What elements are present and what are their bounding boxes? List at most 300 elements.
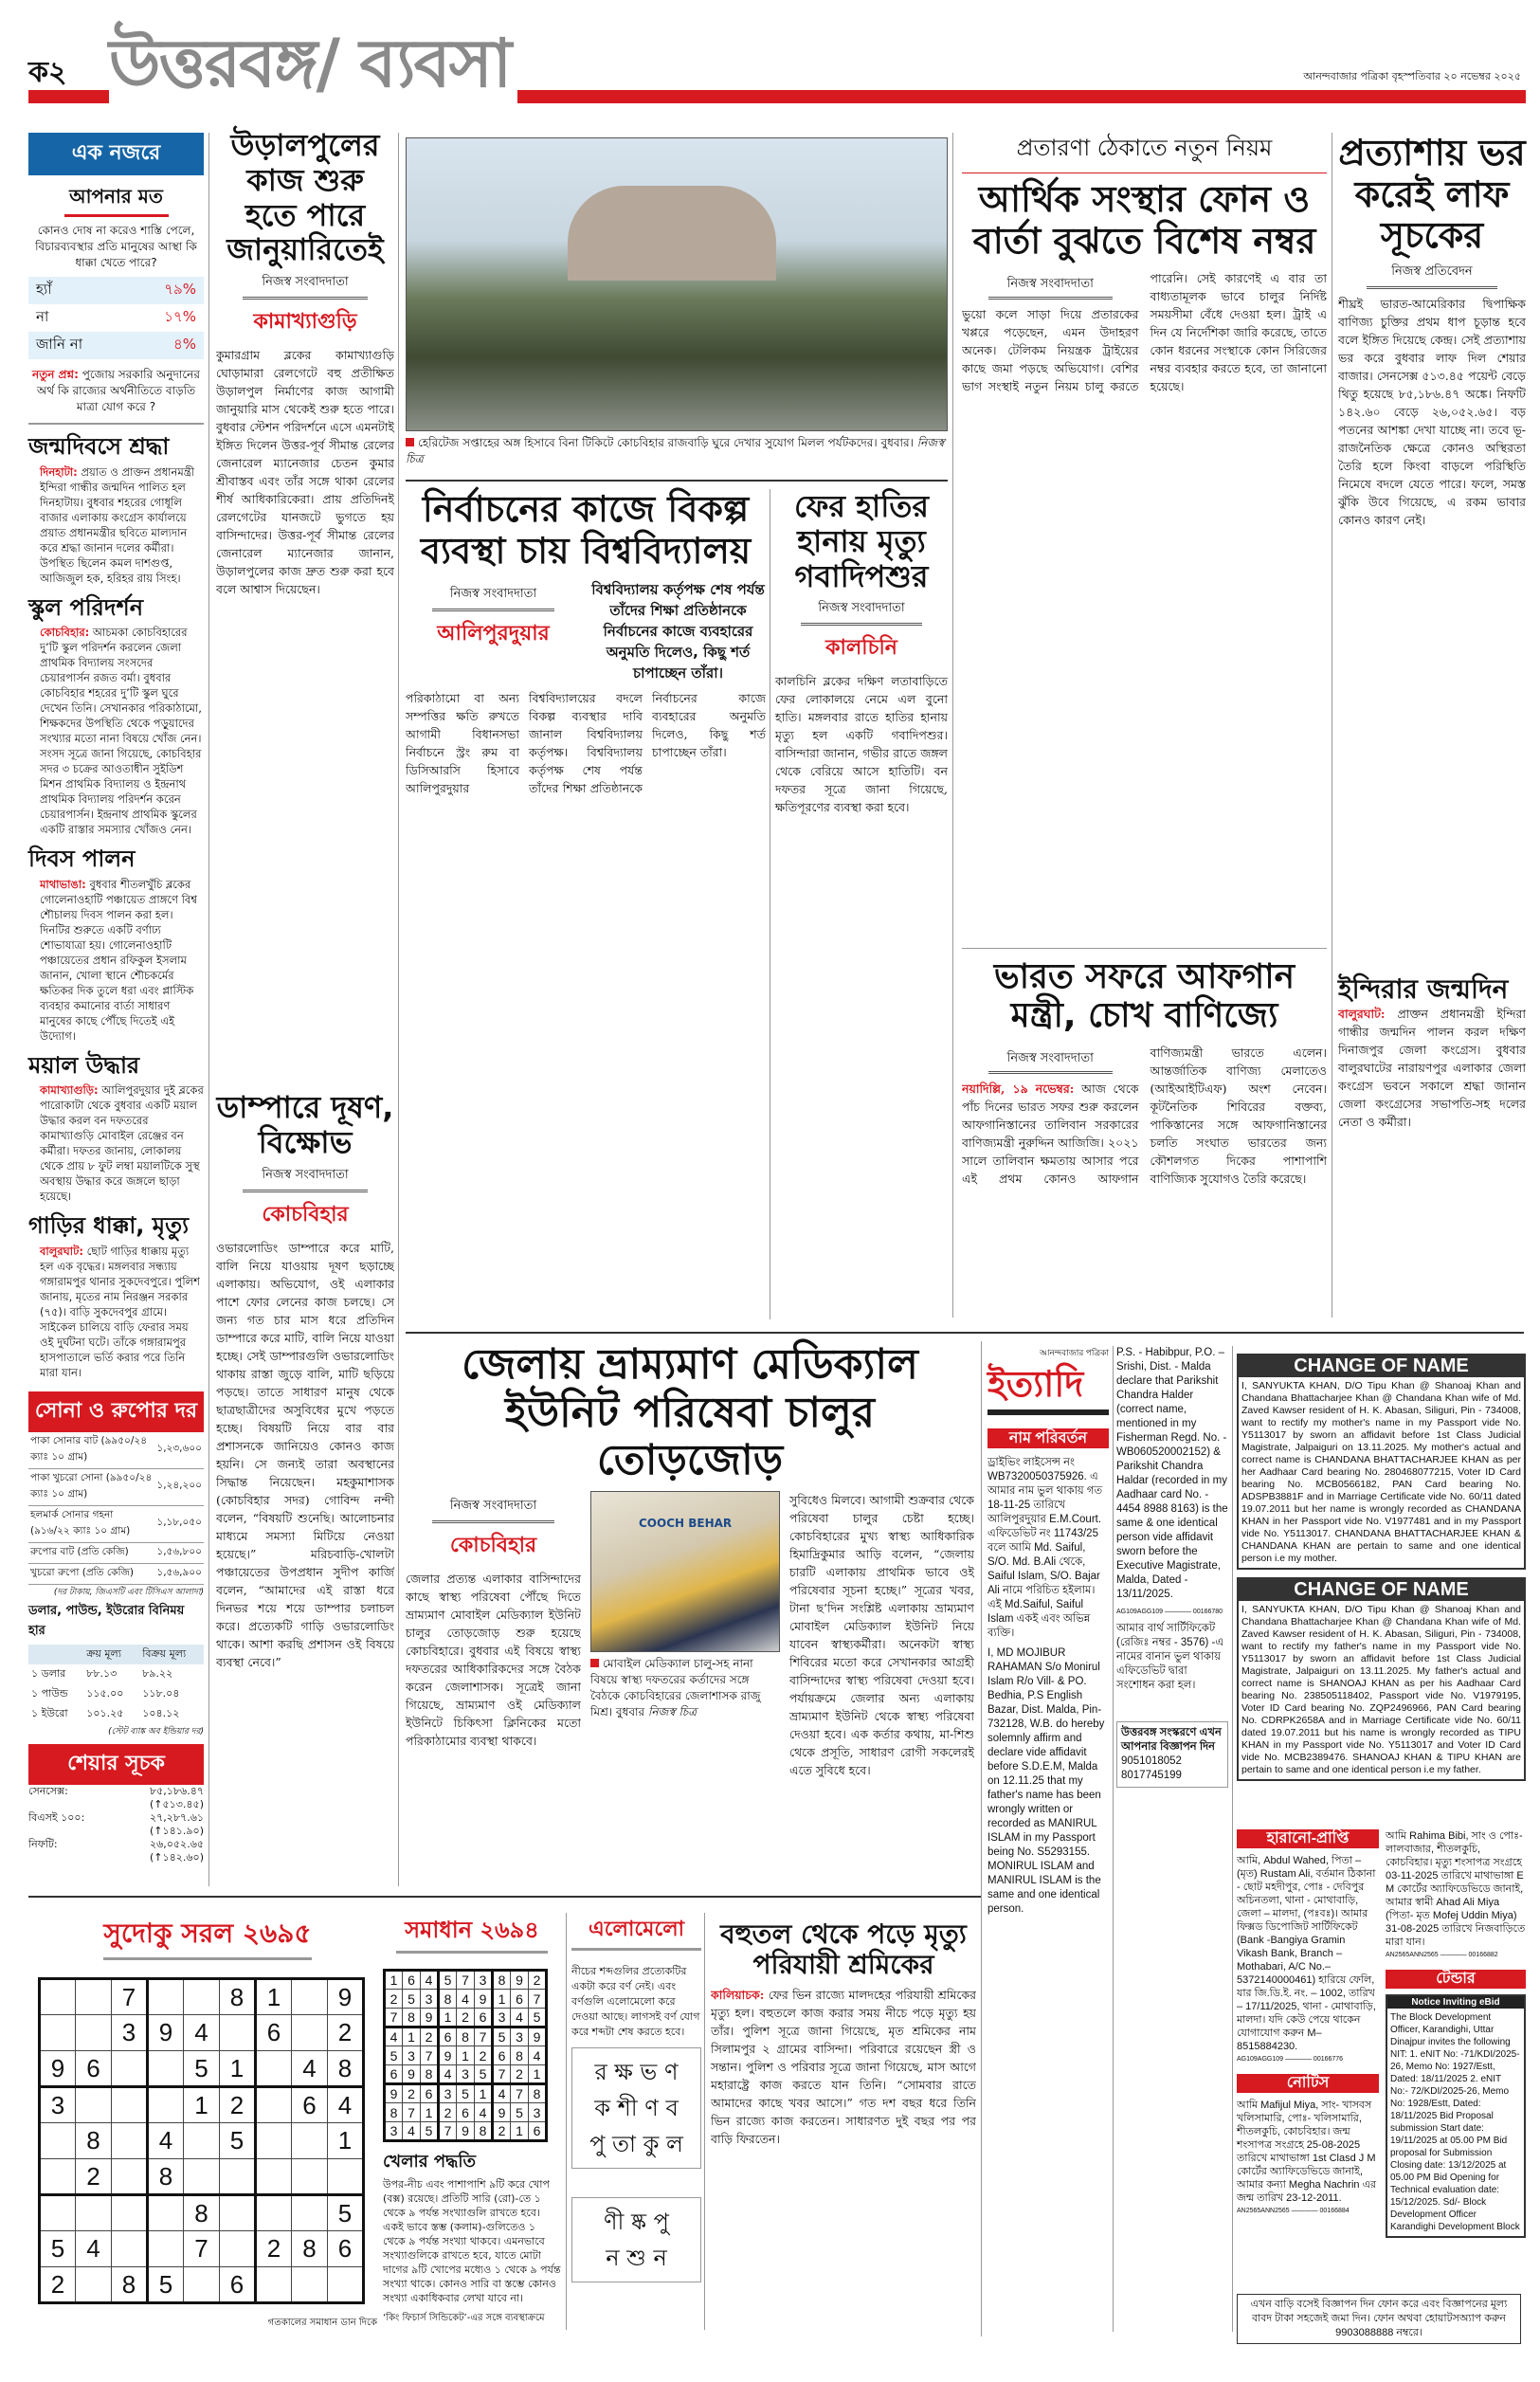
grid-cell[interactable]: [76, 2015, 112, 2051]
grid-cell: 7: [439, 2122, 457, 2141]
text: না: [36, 308, 49, 325]
grid-cell: 8: [493, 1971, 511, 1990]
grid-cell: 4: [76, 2231, 112, 2267]
grid-cell[interactable]: [328, 2159, 364, 2195]
text: আচমকা কোচবিহারের দু’টি স্কুল পরিদর্শন করলেন জেলা প্রাথমিক বিদ্যালয় সংসদের চেয়ারপার্সন রজত বর্মা। বুধবার কোচবিহার শহরের দু’টি স্কুল ঘুরে দেখেন তিনি। সেখানকার পরিকাঠামো, শিক্ষকদের উপস্থিতি থেকে পড়ুয়াদের সংখ্যার মতো নানা বিষয়ে খোঁজ নেন। সংসদ সূত্রে জানা গিয়েছে, কোচবিহার সদর ৩ চক্রের আওতাধীন সুইডিশ মিশন প্রাথমিক বিদ্যালয় ও ইন্দ্রনাথ প্রাথমিক বিদ্যালয় পরিদর্শন করেন চেয়ারপার্সন। ইন্দ্রনাথ প্রাথমিক স্কুলের একটি রাস্তার সমস্যার খোঁজও নেন।: [40, 626, 202, 837]
text: জানি না: [36, 336, 83, 353]
text: [28, 1645, 83, 1664]
grid-cell[interactable]: [220, 2015, 256, 2051]
text: ন শু ন: [606, 2245, 667, 2271]
byline: নিজস্ব সংবাদদাতা: [243, 273, 368, 300]
grid-cell[interactable]: [292, 2015, 328, 2051]
grid-cell[interactable]: [148, 1979, 184, 2015]
text: নিজস্ব চিত্র: [406, 436, 945, 465]
grid-cell: 6: [511, 1990, 529, 2009]
headline: ভারত সফরে আফগান মন্ত্রী, চোখ বাণিজ্যে: [993, 957, 1295, 1036]
grid-cell[interactable]: [292, 2195, 328, 2231]
text: CHANGE OF NAME: [1239, 1355, 1524, 1377]
fx-row: [28, 1684, 204, 1704]
text: AN2565ANN2565 ———— 00166882: [1386, 1952, 1498, 1958]
grid-cell: 2: [475, 2046, 493, 2065]
grid-cell: 2: [220, 2087, 256, 2123]
grid-cell: 3: [385, 2122, 403, 2141]
text: সোনা ও রুপোর দর: [28, 1391, 204, 1432]
phone-number: 9051018052: [1121, 1755, 1182, 1767]
grid-cell: 2: [439, 2103, 457, 2122]
grid-cell: 4: [328, 2087, 364, 2123]
headline: নির্বাচনের কাজে বিকল্প ব্যবস্থা চায় বিশ্ববিদ্যালয়: [420, 488, 752, 572]
text: নিজস্ব সংবাদদাতা: [432, 1497, 555, 1523]
headline: প্রত্যাশায় ভর করেই লাফ সূচকের: [1338, 132, 1526, 257]
grid-cell[interactable]: [220, 2159, 256, 2195]
text: কালিয়াচক:: [711, 1988, 765, 2003]
grid-cell[interactable]: [184, 2267, 220, 2303]
grid-cell: 3: [457, 2065, 475, 2084]
text: খুচরো রুপো (প্রতি কেজি): [28, 1563, 154, 1584]
grid-cell[interactable]: [148, 2051, 184, 2087]
text: নীচের শব্দগুলির প্রত্যেকটির একটা করে বর্ণ নেই। এবং বর্ণগুলি এলোমেলো করে দেওয়া আছে। লাগসই বর্ণ যোগ করে শব্দটা শেষ করতে হবে।: [571, 1965, 700, 2038]
grid-cell[interactable]: [76, 2267, 112, 2303]
text: নিজস্ব প্রতিবেদন: [1367, 263, 1498, 289]
grid-cell: 8: [112, 2267, 148, 2303]
headline: আর্থিক সংস্থার ফোন ও বার্তা বুঝতে বিশেষ নম্বর: [972, 178, 1316, 262]
grid-cell[interactable]: [256, 2123, 292, 2159]
grid-cell: 5: [328, 2195, 364, 2231]
body: ওভারলোডিং ডাম্পারে করে মাটি, বালি নিয়ে যাওয়ায় দূষণ ছড়াচ্ছে এলাকায়। অভিযোগ, ওই এলাকার পাশে ফোর লেনের কাজ চলছে। সে জন্য গত চার মাস ধরে প্রতিদিন ডাম্পারে করে মাটি, বালি নিয়ে যাওয়া হচ্ছে। সেই ডাম্পারগুলি ওভারলোডিং থাকায় রাস্তা জুড়ে বালি, মাটি ছড়িয়ে পড়ছে। তাতে সাধারণ মানুষ থেকে ছাত্রছাত্রীদের অসুবিধের মুখে পড়তে হচ্ছে। বিষয়টি নিয়ে বার বার প্রশাসনকে জানিয়েও কোনও কাজ হয়নি। সে জন্যই তারা অবস্থানের সিদ্ধান্ত নিয়েছেন। মহকুমাশাসক (কোচবিহার সদর) গোবিন্দ নন্দী বলেন, “বিষয়টি শুনেছি। আলোচনার মাধ্যমে সমস্যা মিটিয়ে নেওয়া হয়েছে।” মরিচবাড়ি-খোলটা পঞ্চায়েতের উপপ্রধান সুদীপ কার্জি বলেন, “আমাদের এই রাস্তা ধরে দিনভর শয়ে শয়ে ডাম্পার চলাচল করে। প্রত্যেকটি গাড়ি ওভারলোডিং থাকে। আশা করছি প্রশাসন ওই বিষয়ে ব্যবস্থা নেবে।”: [216, 1240, 394, 1669]
grid-cell: 5: [421, 2122, 439, 2141]
grid-cell: 3: [40, 2087, 76, 2123]
grid-cell: 1: [511, 2122, 529, 2141]
body: কুমারগ্রাম ব্লকের কামাখ্যাগুড়ি ঘোড়ামারা রেলগেটে বহু প্রতীক্ষিত উড়ালপুল নির্মাণের কাজ আগামী জানুয়ারি মাস থেকেই শুরু হতে পারে। বুধবার স্টেশন পরিদর্শনে এসে এমনটাই ইঙ্গিত দিলেন উত্তর-পূর্ব সীমান্ত রেলের জেনারেল ম্যানেজার চেতন কুমার শ্রীবাস্তব এবং তাঁর সঙ্গে থাকা রেলের শীর্ষ আধিকারিকেরা। প্রায় প্রতিদিনই রেলগেটের যানজটে ভুগতে হয় বাসিন্দাদের। উত্তর-পূর্ব সীমান্ত রেলের জেনারেল ম্যানেজার জানান, উড়ালপুলের কাজ দ্রুত শুরু করা হবে বলে আশ্বাস দিয়েছেন।: [216, 348, 394, 597]
grid-cell: 4: [148, 2123, 184, 2159]
text: P.S. - Habibpur, P.O. – Srishi, Dist. - Malda declare that Parikshit Chandra Halder (correct name, mentioned in my Fisherman Regd. No. - WB060520002152) & Parikshit Chandra Haldar (recorded in my Aadhaar card No. - 4454 8988 8163) is the same & one identical person vide affidavit sworn before the Executive Magistrate, Malda, Dated - 13/11/2025.: [1116, 1347, 1228, 1600]
text: হেরিটেজ সপ্তাহের অঙ্গ হিসাবে বিনা টিকিটে কোচবিহার রাজবাড়ি ঘুরে দেখার সুযোগ মিলল পর্যটকদের। বুধবার।: [418, 436, 914, 449]
grid-cell: 5: [40, 2231, 76, 2267]
grid-cell[interactable]: [40, 2123, 76, 2159]
text: প্রয়াত ও প্রাক্তন প্রধানমন্ত্রী ইন্দিরা গান্ধীর জন্মদিন পালিত হল দিনহাটায়। বুধবার শহরের গোধূলি বাজার এলাকায় কংগ্রেস কার্যালয়ে প্রয়াত প্রধানমন্ত্রীর ছবিতে মাল্যদান করে শ্রদ্ধা জানান দলের কর্মীরা। উপস্থিত ছিলেন কমল দাশগুপ্ত, আজিজুল হক, হরিহর রায় সিংহ।: [40, 464, 195, 585]
text: (দর টাকায়, জিএসটি এবং টিসিএস আলাদা): [53, 1587, 204, 1597]
grid-cell: 9: [475, 1990, 493, 2009]
text: জেলার প্রত্যন্ত এলাকার বাসিন্দাদের কাছে স্বাস্থ্য পরিষেবা পৌঁছে দিতে ভ্রাম্যমাণ মোবাইল মেডিক্যাল ইউনিট চালুর তোড়জোড় শুরু হয়েছে কোচবিহারে। বুধবার এই বিষয়ে স্বাস্থ্য দফতরের আধিকারিকদের সঙ্গে বৈঠক করেন জেলাশাসক। সূত্রেই জানা গিয়েছে, ভ্রাম্যমাণ ওই মেডিক্যাল ইউনিটে চিকিৎসা ক্লিনিকের মতো পরিকাঠামোর ব্যবস্থা থাকবে।: [406, 1571, 581, 1748]
new-question: [28, 367, 204, 425]
headline: বহুতল থেকে পড়ে মৃত্যু পরিযায়ী শ্রমিকের: [720, 1918, 967, 1981]
photo-caption: [406, 435, 948, 467]
grid-cell[interactable]: [148, 2087, 184, 2123]
text: পুজোয় সরকারি অনুদানের অর্থ কি রাজ্যের অর্থনীতিতে বাড়তি মাত্রা যোগ করে ?: [36, 368, 200, 413]
brief-headline: জন্মদিবসে শ্রদ্ধা: [28, 433, 170, 460]
grid-cell[interactable]: [76, 1979, 112, 2015]
grid-cell: 9: [439, 2046, 457, 2065]
byline: নিজস্ব সংবাদদাতা: [243, 1166, 368, 1192]
phone-box: [1116, 1721, 1228, 1788]
grid-cell: 3: [439, 2084, 457, 2103]
grid-cell: 8: [184, 2195, 220, 2231]
text: নিজস্ব সংবাদদাতা: [988, 1049, 1113, 1074]
solution-section: [383, 1913, 561, 2327]
text: পু তা কু ল: [589, 2131, 683, 2157]
grid-cell: 5: [403, 1990, 421, 2009]
text: বিক্রয় মূল্য: [142, 1646, 187, 1660]
grid-cell: 7: [385, 2009, 403, 2027]
fx-row: [28, 1704, 204, 1724]
grid-cell[interactable]: [76, 2195, 112, 2231]
grid-cell[interactable]: [256, 2267, 292, 2303]
rate-row: [28, 1432, 204, 1469]
text: The Block Development Officer, Karandighi, Uttar Dinajpur invites the following NIT: 1. eNIT No: -71/KDI/2025-26, Memo No: 1927/Estt, Dated: 18/11/2025 2. eNIT No:- 72/KDI/2025-26, Memo No: 1928/Estt, Dated: 18/11/2025 Bid Proposal submission Start date: 19/11/2025 at 05.00 PM Bid proposal for Submission Closing date: 13/12/2025 at 05.00 PM Bid Opening for Technical evaluation date: 15/12/2025. Sd/- Block Development Officer Karandighi Development Block: [1390, 2012, 1520, 2232]
grid-cell[interactable]: [256, 2087, 292, 2123]
text: ১ ডলার: [31, 1666, 66, 1680]
grid-cell: 8: [220, 1979, 256, 2015]
grid-cell: 4: [475, 2103, 493, 2122]
body: [962, 1044, 1327, 1278]
grid-cell: 4: [511, 2009, 529, 2027]
text: ডলার, পাউন্ড, ইউরোর বিনিময় হার: [28, 1603, 185, 1638]
grid-cell: 7: [112, 1979, 148, 2015]
glance-title: এক নজরে: [28, 133, 204, 175]
glance-column: [28, 133, 204, 1864]
grid-cell: 9: [421, 2009, 439, 2027]
text: শেয়ার সূচক: [28, 1744, 204, 1785]
grid-cell: 4: [403, 2122, 421, 2141]
headline: উড়ালপুলের কাজ শুরু হতে পারে জানুয়ারিতেই: [226, 127, 384, 268]
text: (↑১৪১.৯০): [149, 1824, 204, 1837]
solution-grid: [383, 1969, 548, 2142]
text: আমার বার্থ সার্টিফিকেট (রেজিঃ নম্বর - 3576) -এ নামের বানান ভুল থাকায় এফিডেভিট দ্বারা সংশোধন করা হল।: [1116, 1623, 1224, 1691]
grid-cell: 9: [403, 2065, 421, 2084]
jumble-words: [571, 2047, 701, 2169]
market-story: [1338, 133, 1526, 1185]
masthead-date: আনন্দবাজার পত্রিকা বৃহস্পতিবার ২০ নভেম্বর ২০২৫: [1303, 70, 1521, 82]
body: [711, 1986, 976, 2310]
grid-cell[interactable]: [256, 2159, 292, 2195]
grid-cell[interactable]: [256, 2051, 292, 2087]
text: প্রাক্তন প্রধানমন্ত্রী ইন্দিরা গান্ধীর জন্মদিন পালন করল দক্ষিণ দিনাজপুর জেলা কংগ্রেস। বুধবার বালুরঘাটের নারায়ণপুর এলাকার জেলা কংগ্রেস ভবনে সকালে শ্রদ্ধা জানান জেলা কংগ্রেসের সভাপতি-সহ দলের নেতা ও কর্মীরা।: [1338, 1007, 1526, 1130]
text: হারানো-প্রাপ্তি: [1237, 1829, 1379, 1848]
grid-cell: 6: [457, 2103, 475, 2122]
index-row: [28, 1785, 204, 1798]
grid-cell: 4: [385, 2027, 403, 2046]
grid-cell[interactable]: [40, 2159, 76, 2195]
grid-cell[interactable]: [112, 2159, 148, 2195]
sudoku-section: [38, 1913, 377, 2332]
poll-row: [28, 277, 204, 304]
change-of-name-ads: [1237, 1354, 1526, 1781]
grid-cell: 7: [475, 2027, 493, 2046]
section-title: উত্তরবঙ্গ/ ব্যবসা: [109, 27, 517, 104]
body: কালচিনি ব্লকের দক্ষিণ লতাবাড়িতে ফের লোকালয়ে নেমে এল বুনো হাতি। মঙ্গলবার রাতে হাতির হানায় মৃত্যু হল একটি গবাদিপশুর। বাসিন্দারা জানান, গভীর রাতে জঙ্গল থেকে বেরিয়ে আসে হাতিটি। বন দফতর সূত্রে জানা গিয়েছে, ক্ষতিপূরণের ব্যবস্থা করা হবে।: [775, 674, 948, 815]
grid-cell: 9: [529, 2027, 547, 2046]
grid-cell: 2: [40, 2267, 76, 2303]
grid-cell: 6: [76, 2051, 112, 2087]
text: (↑১৪২.৬০): [149, 1850, 204, 1864]
grid-cell[interactable]: [220, 2231, 256, 2267]
grid-cell[interactable]: [148, 2231, 184, 2267]
grid-cell: 5: [457, 2084, 475, 2103]
text: আনন্দবাজার পত্রিকা: [1039, 1348, 1109, 1357]
briefs: [28, 434, 204, 1864]
text: নাম পরিবর্তন: [987, 1428, 1109, 1448]
rate-row: [28, 1542, 204, 1563]
grid-cell: 1: [457, 2046, 475, 2065]
grid-cell[interactable]: [76, 2087, 112, 2123]
grid-cell: 2: [493, 2122, 511, 2141]
text: AG109AGG109 ———— 00166780: [1116, 1609, 1223, 1615]
sudoku-title: সুদোকু সরল ২৬৯৫: [103, 1913, 312, 1960]
sudoku-grid: [38, 1977, 365, 2304]
grid-cell: 3: [475, 1971, 493, 1990]
brief-headline: গাড়ির ধাক্কা, মৃত্যু: [28, 1212, 190, 1240]
text: খেলার পদ্ধতি: [383, 2152, 476, 2172]
text: ১ ইউরো: [31, 1706, 68, 1719]
grid-cell[interactable]: [112, 2195, 148, 2231]
poll-results: [28, 277, 204, 359]
text: মোবাইল মেডিক্যাল চালু-সহ নানা বিষয়ে স্বাস্থ্য দফতরের কর্তাদের সঙ্গে বৈঠকে কোচবিহারের জেলাশাসক রাজু মিশ্র। বুধবার: [590, 1656, 761, 1718]
migrant-story: [711, 1919, 976, 2310]
grid-cell: 2: [457, 2009, 475, 2027]
grid-cell[interactable]: [292, 2159, 328, 2195]
grid-cell: 5: [385, 2046, 403, 2065]
text: দিনহাটা:: [40, 464, 78, 479]
brand-logo: ইত্যাদি: [987, 1360, 1109, 1415]
grid-cell: 7: [529, 1990, 547, 2009]
grid-cell: 4: [421, 1971, 439, 1990]
rate-row: [28, 1468, 204, 1505]
text: ১ পাউন্ড: [31, 1686, 68, 1700]
grid-cell[interactable]: [112, 2231, 148, 2267]
grid-cell: 2: [76, 2159, 112, 2195]
grid-cell: 4: [529, 2046, 547, 2065]
grid-cell: 2: [511, 2065, 529, 2084]
grid-cell: 1: [439, 2009, 457, 2027]
grid-cell[interactable]: [292, 1979, 328, 2015]
grid-cell: 6: [421, 2084, 439, 2103]
grid-cell: 1: [403, 2027, 421, 2046]
grid-cell: 3: [511, 2027, 529, 2046]
text: এলোমেলো: [571, 1913, 701, 1951]
text: ড্রাইভিং লাইসেন্স নং WB7320050375926. এ আমার নাম ভুল থাকায় গত 18-11-25 তারিখে আলিপুরদুয়ার E.M.Court. এফিডেভিট নং 11743/25 বলে আমি Md. Saiful, S/O. Md. B.Ali থেকে, Saiful Islam, S/O. Bajar Ali নামে পরিচিত হইলাম। এই Md.Saiful, Saiful Islam একই এবং অভিন্ন ব্যক্তি।: [987, 1457, 1103, 1639]
grid-cell[interactable]: [328, 2267, 364, 2303]
text: ৭৯%: [164, 281, 196, 298]
poll-row: [28, 332, 204, 359]
grid-cell: 8: [421, 2065, 439, 2084]
grid-cell: 2: [328, 2015, 364, 2051]
text: আলিপুরদুয়ার দুই ব্লকের পারোকাটা থেকে বুধবার একটি ময়াল উদ্ধার করল বন দফতরের কামাখ্যাগুড়ি মোবাইল রেঞ্জের বন কর্মীরা। দফতর জানায়, লোকালয় থেকে প্রায় ৮ ফুট লম্বা ময়ালটিকে সুস্থ অবস্থায় উদ্ধার করে জঙ্গলে ছাড়া হয়েছে।: [40, 1083, 204, 1204]
brief-headline: স্কুল পরিদর্শন: [28, 593, 144, 621]
text: নতুন প্রশ্ন:: [32, 368, 79, 381]
grid-cell: 8: [439, 1990, 457, 2009]
index-row: [28, 1811, 204, 1825]
text: ফের ভিন রাজ্যে মালদহের পরিযায়ী শ্রমিকের মৃত্যু হল। বহুতলে কাজ করার সময় নীচে পড়ে মৃত্যু হয় তাঁর। পুলিশ সূত্রে জানা গিয়েছে, মৃত শ্রমিকের নাম সিলামপুর ২ গ্রামের বাসিন্দা। পরিবারে রয়েছেন স্ত্রী ও সন্তান। পুলিশ ও পরিবার সূত্রে জানা গিয়েছে, মাস আগে মহারাষ্ট্রে কাজ করতে যান তিনি। “সোমবার রাতে আমাদের কাছে খবর আসে।” গত দশ বছর ধরে তিনি ভিন রাজ্যে কাজ করতেন। সাধারণত দুই বছর পর পর বাড়ি ফিরতেন।: [711, 1988, 976, 2147]
grid-cell: 6: [475, 2009, 493, 2027]
brief-headline: ময়াল উদ্ধার: [28, 1051, 140, 1079]
classified-col-2: [1116, 1346, 1228, 1788]
grid-cell: 1: [421, 2103, 439, 2122]
indira-headline: ইন্দিরার জন্মদিন: [1338, 973, 1509, 1006]
grid-cell[interactable]: [184, 2159, 220, 2195]
grid-cell: 1: [184, 2087, 220, 2123]
grid-cell: 5: [184, 2051, 220, 2087]
headline: জেলায় ভ্রাম্যমাণ মেডিক্যাল ইউনিট পরিষেবা চালুর তোড়জোড়: [462, 1340, 918, 1485]
text: নোটিস: [1237, 2074, 1379, 2093]
grid-cell: 5: [475, 2065, 493, 2084]
text: পাকা খুচরো সোনা (৯৯৫০/২৪ ক্যাঃ ১০ গ্রাম): [28, 1468, 154, 1505]
headline: ডাম্পারে দূষণ, বিক্ষোভ: [216, 1089, 394, 1160]
grid-cell: 5: [220, 2123, 256, 2159]
body: [962, 269, 1327, 827]
text: টেন্ডার: [1386, 1970, 1526, 1989]
grid-cell[interactable]: [40, 1979, 76, 2015]
text: কোচবিহার: [449, 1533, 537, 1557]
grid-cell: 1: [256, 1979, 292, 2015]
grid-cell: 7: [511, 2084, 529, 2103]
grid-cell[interactable]: [184, 2123, 220, 2159]
grid-cell: 9: [457, 2122, 475, 2141]
grid-cell: 3: [112, 2015, 148, 2051]
text: আমি, Abdul Wahed, পিতা – (মৃত) Rustam Ali, বর্তমান ঠিকানা - ছোট মহদীপুর, পোঃ - দেবিপুর অচিনতলা, থানা - মোথাবাড়ি, জেলা – মালদা, (পঃবঃ)। আমার ফিক্সড ডিপোজিট সার্টিফিকেট (Bank -Bangiya Gramin Vikash Bank, Branch – Mothabari, A/C No.– 5372140000461) হারিয়ে ফেলি, যার জি.ডি.ই. নং. – 1002, তারিখ – 17/11/2025, থানা - মোথাবাড়ি, মালদা। যদি কেউ পেয়ে থাকেন যোগাযোগ করুন M–8515884230.: [1237, 1855, 1376, 2052]
grid-cell[interactable]: [292, 2267, 328, 2303]
grid-cell[interactable]: [220, 2195, 256, 2231]
index-row: [28, 1838, 204, 1851]
dumper-story: [216, 1090, 394, 1833]
poll-row: [28, 304, 204, 332]
brief-text: [28, 1082, 204, 1204]
grid-cell[interactable]: [112, 2051, 148, 2087]
grid-cell: 1: [475, 2084, 493, 2103]
grid-cell: 4: [493, 2084, 511, 2103]
text: ১১৫.০০: [86, 1686, 124, 1700]
text: ক্রয় মূল্য: [86, 1646, 121, 1660]
grid-cell: 8: [511, 2046, 529, 2065]
text: I, MD MOJIBUR RAHAMAN S/o Monirul Islam R/o Vill- & PO. Bedhia, P.S English Bazar, Dist. Malda, Pin-732128, W.B. do hereby solemnly affirm and declare vide affidavit before S.D.E.M, Malda on 12.11.25 that my father's name has been wrongly written or recorded as MANIRUL ISLAM in my Passport being No. S5293155. MONIRUL ISLAM and MANIRUL ISLAM is the same and one identical person.: [987, 1647, 1105, 1915]
text: উত্তরবঙ্গ সংস্করণে এখন আপনার বিজ্ঞাপন দিন: [1121, 1727, 1222, 1753]
text: I, SANYUKTA KHAN, D/O Tipu Khan @ Shanoaj Khan and Chandana Bhattacharjee Khan @ Chandana Khan wife of Md. Zaved Kawser resident of H. K. Abasan, Siliguri, Pin - 734008, want to rectify my mother's name in my Passport vide No. Y5113017 by sworn an affidavit before 1st Class Judicial Magistrate, Jalpaiguri on 13.11.2025. My mother's actual and correct name is CHANDANA BHATTACHARJEE KHAN as per her Aadhaar Card bearing No. 280468077215, Voter ID Card bearing No. MCB0566182, PAN Card bearing No. ADSPB3881F and in Marriage Certificate vide No. 60/11 dated 19.07.2011 but her name is wrongly recorded as CHANDANA KHAN in her Passport vide No. V1977481 and in my Passport vide No. Y5113017. CHANDANA BHATTACHARJEE KHAN & CHANDANA KHAN are pertain to same and one identical person i.e my mother.: [1241, 1380, 1521, 1564]
grid-cell: 8: [148, 2159, 184, 2195]
grid-cell[interactable]: [256, 2195, 292, 2231]
text: নয়াদিল্লি, ১৯ নভেম্বর:: [962, 1081, 1075, 1096]
grid-cell: 9: [40, 2051, 76, 2087]
poll-title: আপনার মত: [64, 183, 169, 217]
grid-cell[interactable]: [40, 2015, 76, 2051]
text: নিজস্ব সংবাদদাতা: [801, 599, 921, 626]
text: নিজস্ব সংবাদদাতা: [988, 275, 1113, 300]
text: AG109AGG109 ———— 00166776: [1237, 2056, 1344, 2063]
text: ১,৫৬,৯০০: [154, 1563, 204, 1584]
text: ২৭,২৮৭.৬১: [149, 1810, 204, 1824]
body: পরিকাঠামো বা অন্য সম্পত্তির ক্ষতি রুখতে আগামী বিধানসভা নির্বাচনে স্ট্রং রুম বা ডিসিআরসি হিসাবে আলিপুরদুয়ার বিশ্ববিদ্যালয়ের বদলে বিকল্প ব্যবস্থার দাবি জানাল বিশ্ববিদ্যালয় কর্তৃপক্ষ। বিশ্ববিদ্যালয় কর্তৃপক্ষ শেষ পর্যন্ত তাঁদের শিক্ষা প্রতিষ্ঠানকে নির্বাচনের কাজে ব্যবহারের অনুমতি দিলেও, কিছু শর্ত চাপাচ্ছেন তাঁরা।: [406, 691, 766, 796]
grid-cell: 1: [328, 2123, 364, 2159]
text: ণী ষ্ক পু: [604, 2209, 669, 2235]
grid-cell[interactable]: [40, 2195, 76, 2231]
grid-cell: 9: [493, 2103, 511, 2122]
text: Notice Inviting eBid: [1387, 1996, 1524, 2009]
text: COOCH BEHAR: [639, 1516, 733, 1530]
grid-cell: 9: [328, 1979, 364, 2015]
udalpul-story: [216, 128, 394, 915]
advert-footer: এখন বাড়ি বসেই বিজ্ঞাপন দিন ফোন করে এবং বিজ্ঞাপনের মূল্য বাবদ টাকা সহজেই জমা দিন। ফোন অথবা হোয়াটসঅ্যাপ করুন 9903088888 নম্বরে।: [1237, 2294, 1521, 2344]
bullion-box: [28, 1391, 204, 1864]
text: কোচবিহার:: [40, 626, 90, 640]
text: র ক্ষ ভ ণ: [594, 2059, 679, 2085]
grid-cell[interactable]: [148, 2195, 184, 2231]
jumble-section: [571, 1913, 701, 2282]
text: CHANGE OF NAME: [1239, 1579, 1524, 1601]
text: সমাধান ২৬৯৪: [396, 1913, 548, 1954]
text: ছোট গাড়ির ধাক্কায় মৃত্যু হল এক বৃদ্ধের। মঙ্গলবার সন্ধ্যায় গঙ্গারামপুর থানার সুকদেবপুরে। পুলিশ জানায়, মৃতের নাম নিরঞ্জন সরকার (৭৫)। বাড়ি সুকদেবপুর গ্রামে। সাইকেল চালিয়ে বাড়ি ফেরার সময় ওই দুর্ঘটনা ঘটে। তাঁকে গঙ্গারামপুর হাসপাতালে ভর্তি করার পরে তিনি মারা যান।: [40, 1244, 200, 1379]
text: বিএসই ১০০:: [28, 1810, 85, 1824]
text: ৪%: [173, 336, 196, 353]
text: ১,২৩,৬০০: [154, 1432, 204, 1469]
grid-cell: 3: [529, 2103, 547, 2122]
text: ৮৮.১৩: [86, 1666, 118, 1680]
grid-cell: 7: [184, 2231, 220, 2267]
grid-cell: 9: [385, 2084, 403, 2103]
grid-cell: 6: [439, 2027, 457, 2046]
grid-cell: 5: [529, 2009, 547, 2027]
grid-cell: 6: [529, 2122, 547, 2141]
meeting-photo: [590, 1491, 780, 1652]
grid-cell: 2: [256, 2231, 292, 2267]
kicker: প্রতারণা ঠেকাতে নতুন নিয়ম: [962, 131, 1327, 173]
text: ক শী ণ ব: [594, 2095, 679, 2121]
election-story: [406, 489, 766, 1211]
grid-cell: 4: [184, 2015, 220, 2051]
grid-cell: 2: [421, 2027, 439, 2046]
body: শীঘ্রই ভারত-আমেরিকার দ্বিপাক্ষিক বাণিজ্য চুক্তির প্রথম ধাপ চূড়ান্ত হবে বলে ইঙ্গিত দিয়েছে কেন্দ্র। সেই প্রত্যাশায় ভর করে বুধবার লাফ দিল শেয়ার বাজার। সেনসেক্স ৫১৩.৪৫ পয়েন্ট বেড়ে থিতু হয়েছে ৮৫,১৮৬.৪৭ অঙ্কে। নিফটি ১৪২.৬০ বেড়ে ২৬,০৫২.৬৫। বড় পতনের আশঙ্কা দেখা যাচ্ছে না। তবে ভূ-রাজনৈতিক ক্ষেত্রে কোনও অস্থিরতা তৈরি হলে কিংবা বাড়লে পরিস্থিতি নিমেষে বদলে যেতে পারে। ফলে, সমস্ত ঝুঁকি উবে গিয়েছে, এ রকম ভাবার কোনও কারণ নেই।: [1338, 297, 1526, 528]
rules: উপর-নীচ এবং পাশাপাশি ৯টি করে খোপ (বক্স) রয়েছে। প্রতিটি সারি (রো)-তে ১ থেকে ৯ পর্যন্ত সংখ্যাগুলি রাখতে হবে। একই ভাবে স্তম্ভ (কলাম)-গুলিতেও ১ থেকে ৯ পর্যন্ত সংখ্যা থাকবে। এমনভাবে সংখ্যাগুলিকে রাখতে হবে, যাতে মোটা দাগের ৯টি খোপের মধ্যেও ১ থেকে ৯ পর্যন্ত সংখ্যা থাকে। কোনও সারি বা স্তম্ভে কোনও সংখ্যা একাধিকবার লেখা যাবে না।: [383, 2178, 561, 2304]
grid-cell: 8: [475, 2122, 493, 2141]
grid-cell: 7: [403, 2103, 421, 2122]
grid-cell[interactable]: [112, 2087, 148, 2123]
grid-cell: 5: [439, 1971, 457, 1990]
text: ১৭%: [164, 308, 196, 325]
grid-cell: 4: [457, 1990, 475, 2009]
text: হলমার্ক সোনার গহনা (৯১৬/২২ ক্যাঃ ১০ গ্রাম): [28, 1505, 154, 1542]
pull-quote: বিশ্ববিদ্যালয় কর্তৃপক্ষ শেষ পর্যন্ত তাঁদের শিক্ষা প্রতিষ্ঠানকে নির্বাচনের কাজে ব্যবহারের অনুমতি দিলেও, কিছু শর্ত চাপাচ্ছেন তাঁরা।: [591, 581, 765, 682]
text: AN2565ANN2565 ———— 00166884: [1237, 2208, 1350, 2214]
grid-cell: 1: [385, 1971, 403, 1990]
grid-cell: 8: [76, 2123, 112, 2159]
text: আজ থেকে পাঁচ দিনের ভারত সফর শুরু করলেন আফগানিস্তানের তালিবান সরকারের বাণিজ্যমন্ত্রী নুরুদ্দিন আজিজি। ২০২১ সালে তালিবান ক্ষমতায় আসার পরে এই প্রথম কোনও আফগান বাণিজ্যমন্ত্রী ভারতে এলেন। আন্তর্জাতিক বাণিজ্য মেলাতেও (আইআইটিএফ) অংশ নেবেন। কূটনৈতিক শিবিরের বক্তব্য, পাকিস্তানের সঙ্গে আফগানিস্তানের চলতি সংঘাত ভারতের জন্য কৌশলগত দিকের পাশাপাশি বাণিজ্যিক সুযোগও তৈরি করেছে।: [962, 1045, 1327, 1186]
text: বালুরঘাট:: [1338, 1007, 1386, 1022]
text: সুবিধেও মিলবে। আগামী শুক্রবার থেকে পরিষেবা চালুর চেষ্টা হচ্ছে। কোচবিহারের মুখ্য স্বাস্থ্য আধিকারিক হিমাদ্রিকুমার আড়ি বলেন, “জেলায় চারটি এলাকায় প্রাথমিক ভাবে ওই পরিষেবার সূচনা হচ্ছে।” সূত্রের খবর, টানা ছ’দিন সংশ্লিষ্ট এলাকায় ভ্রাম্যমাণ মোবাইল মেডিক্যাল ইউনিট নিয়ে যাবেন স্বাস্থ্যকর্মীরা। অনেকটা স্বাস্থ্য শিবিরের মতো করে সেখানকার আগ্রহী বাসিন্দাদের স্বাস্থ্য পরিষেবা দেওয়া হবে। পর্যায়ক্রমে জেলার অন্য এলাকায় ভ্রাম্যমাণ ইউনিট থেকে স্বাস্থ্য পরিষেবা দেওয়া হবে। এক কর্তার কথায়, মা-শিশু থেকে প্রসূতি, সাধারণ রোগী সকলেরই এতে সুবিধে হবে।: [789, 1492, 974, 1777]
grid-cell[interactable]: [184, 1979, 220, 2015]
grid-cell: 6: [256, 2015, 292, 2051]
brief-text: [28, 877, 204, 1044]
afghan-story: [962, 957, 1327, 1278]
grid-cell: 8: [328, 2051, 364, 2087]
text: আমি Mafijul Miya, সাং- খাসবস খলিসামারি, পোঃ- খলিসামারি, শীতলকুচি, কোচবিহার। জন্ম শংসাপত্র সংগ্রহে 25-08-2025 তারিখে মাথাভাঙ্গা 1st Clasd J M কোর্টের অ্যাফিডেভিডে জানাই, আমার কন্যা Megha Nachrin এর জন্ম তারিখ 23-12-2011.: [1237, 2100, 1377, 2204]
grid-cell: 1: [529, 2065, 547, 2084]
grid-cell[interactable]: [292, 2123, 328, 2159]
grid-cell[interactable]: [112, 2123, 148, 2159]
text: ১,২৪,২০০: [154, 1468, 204, 1505]
grid-cell: 1: [220, 2051, 256, 2087]
text: বালুরঘাট:: [40, 1244, 83, 1258]
palace-shape: [568, 186, 776, 281]
headline: ফের হাতির হানায় মৃত্যু গবাদিপশুর: [794, 488, 929, 594]
text: নিজস্ব সংবাদদাতা: [432, 585, 555, 611]
bank-story: [962, 131, 1327, 827]
text: নিফটি:: [28, 1837, 58, 1850]
text: ১১৮.০৪: [142, 1686, 180, 1700]
grid-cell: 6: [328, 2231, 364, 2267]
text: ‘কিং ফিচার্স সিন্ডিকেট’-এর সঙ্গে ব্যবস্থাক্রমে: [383, 2313, 545, 2323]
grid-cell: 7: [457, 1971, 475, 1990]
medical-story: [406, 1341, 974, 1912]
lost-found-ad: [1237, 1829, 1379, 2218]
elephant-story: [775, 489, 948, 1230]
text: ১,৫৬,৮০০: [154, 1542, 204, 1563]
